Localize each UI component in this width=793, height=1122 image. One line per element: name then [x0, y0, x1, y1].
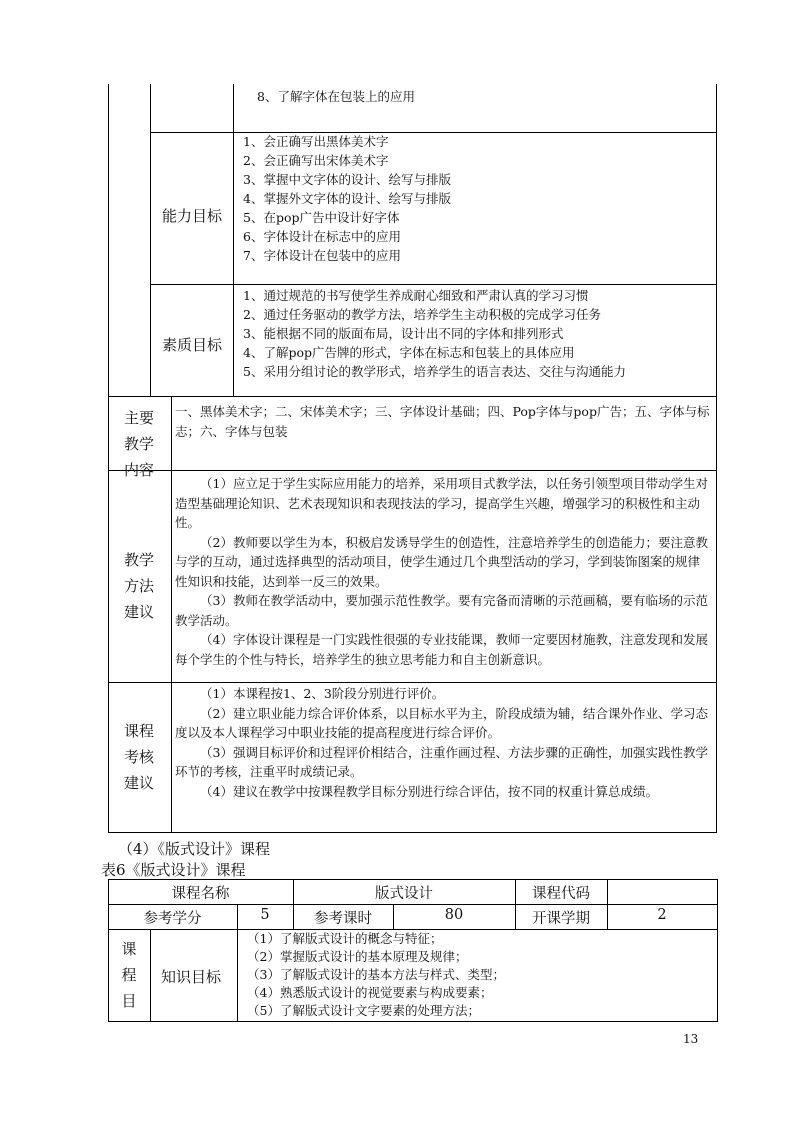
course-name-label: 课程名称 — [171, 886, 230, 902]
table-border — [108, 84, 109, 833]
assessment-paragraph: （2）建立职业能力综合评价体系，以目标水平为主，阶段成绩为辅，结合课外作业、学习态度以及本人课程学习中职业技能的提高程度进行综合评价。 — [175, 705, 708, 740]
assessment-paragraph: （3）强调目标评价和过程评价相结合，注重作画过程、方法步骤的正确性，加强实践性教学环节的考核，注重平时成绩记录。 — [175, 744, 708, 779]
ability-label: 能力目标 — [162, 207, 223, 225]
table-border — [108, 879, 718, 880]
table-divider — [237, 929, 238, 1021]
knowledge-goal-item: （1）了解版式设计的概念与特征； — [247, 931, 443, 946]
term-label: 开课学期 — [532, 911, 590, 927]
table-divider — [108, 904, 718, 905]
term-value: 2 — [657, 907, 667, 923]
quality-list — [243, 286, 626, 381]
ability-list — [243, 132, 451, 265]
table-divider — [171, 396, 172, 833]
quality-item: 1、通过规范的书写使学生养成耐心细致和严肃认真的学习习惯 — [243, 288, 589, 303]
knowledge-goal-item: （3）了解版式设计的基本方法与样式、类型； — [247, 967, 505, 982]
knowledge-goal-list — [247, 930, 505, 1020]
method-paragraph: （1）应立足于学生实际应用能力的培养，采用项目式教学法，以任务引领型项目带动学生对造型基础理论知识、艺术表现知识和表现技法的学习，提高学生兴趣，增强学习的积极性和主动性。 — [175, 476, 708, 530]
course-goal-label: 课 程 目 — [121, 940, 137, 1010]
table-divider — [607, 879, 608, 904]
hours-label: 参考课时 — [314, 911, 372, 927]
knowledge-goal-item: （4）熟悉版式设计的视觉要素与构成要素； — [247, 985, 493, 1000]
assessment-paragraph: （1）本课程按1、2、3阶段分别进行评价。 — [200, 686, 445, 701]
credits-value: 5 — [260, 907, 270, 923]
table-divider — [108, 470, 716, 471]
method-paragraph: （2）教师要以学生为本，积极启发诱导学生的创造性，注意培养学生的创造能力；要注意教与学的互动，通过选择典型的活动项目，使学生通过几个典型活动的学习，学到装饰图案的规律性知识和技能，达到举一反三的效果。 — [175, 534, 708, 589]
table-divider — [150, 84, 151, 396]
table-divider — [108, 682, 716, 683]
table-border — [716, 84, 717, 833]
assessment-label: 课程 考核 建议 — [123, 722, 154, 792]
quality-item: 4、了解pop广告牌的形式，字体在标志和包装上的具体应用 — [243, 345, 575, 360]
content-label: 主要 教学 内容 — [123, 409, 154, 479]
method-paragraph: （3）教师在教学活动中，要加强示范性教学。要有完备而清晰的示范画稿，要有临场的示范教学活动。 — [175, 593, 708, 628]
knowledge-goal-item: （2）掌握版式设计的基本原理及规律； — [247, 949, 468, 964]
method-label: 教学 方法 建议 — [123, 551, 154, 621]
table-divider — [150, 929, 151, 1021]
content-text: 一、黑体美术字；二、宋体美术字；三、字体设计基础；四、Pop字体与pop广告；五、字体与标志；六、字体与包装 — [175, 404, 710, 439]
ability-item: 4、掌握外文字体的设计、绘写与排版 — [243, 191, 451, 206]
table-caption: 表6《版式设计》课程 — [101, 861, 246, 879]
table-border — [717, 879, 718, 1021]
credits-label: 参考学分 — [143, 911, 202, 927]
ability-item: 1、会正确写出黑体美术字 — [243, 134, 389, 149]
quality-item: 3、能根据不同的版面布局，设计出不同的字体和排列形式 — [243, 326, 564, 341]
ability-item: 2、会正确写出宋体美术字 — [243, 153, 389, 168]
knowledge-goal-item: （5）了解版式设计文字要素的处理方法； — [247, 1003, 480, 1018]
quality-item: 2、通过任务驱动的教学方法，培养学生主动积极的完成学习任务 — [243, 307, 601, 322]
quality-item: 5、采用分组讨论的教学形式，培养学生的语言表达、交往与沟通能力 — [243, 364, 626, 379]
ability-item: 3、掌握中文字体的设计、绘写与排版 — [243, 172, 451, 187]
section-heading: （4）《版式设计》课程 — [118, 840, 271, 858]
course-name-value: 版式设计 — [375, 886, 433, 902]
assessment-paragraphs — [175, 684, 711, 801]
ability-item: 7、字体设计在包装中的应用 — [243, 248, 401, 263]
table-divider — [108, 396, 716, 397]
method-paragraph: （4）字体设计课程是一门实践性很强的专业技能课，教师一定要因材施教，注意发现和发展每个学生的个性与特长，培养学生的独立思考能力和自主创新意识。 — [175, 632, 708, 667]
table-border — [108, 1021, 718, 1022]
table-divider — [108, 832, 717, 833]
quality-label: 素质目标 — [162, 336, 223, 354]
ability-item: 5、在pop广告中设计好字体 — [243, 210, 400, 225]
knowledge-goal-label: 知识目标 — [161, 968, 222, 986]
table-divider — [150, 284, 716, 285]
table-divider — [233, 84, 234, 396]
ability-item: 6、字体设计在标志中的应用 — [243, 229, 401, 244]
page-number: 13 — [683, 1032, 699, 1046]
assessment-paragraph: （4）建议在教学中按课程教学目标分别进行综合评估，按不同的权重计算总成绩。 — [200, 783, 658, 799]
course-code-label: 课程代码 — [532, 886, 590, 902]
method-paragraphs — [175, 474, 711, 669]
hours-value: 80 — [444, 907, 464, 923]
knowledge-item: 8、了解字体在包装上的应用 — [257, 89, 415, 104]
